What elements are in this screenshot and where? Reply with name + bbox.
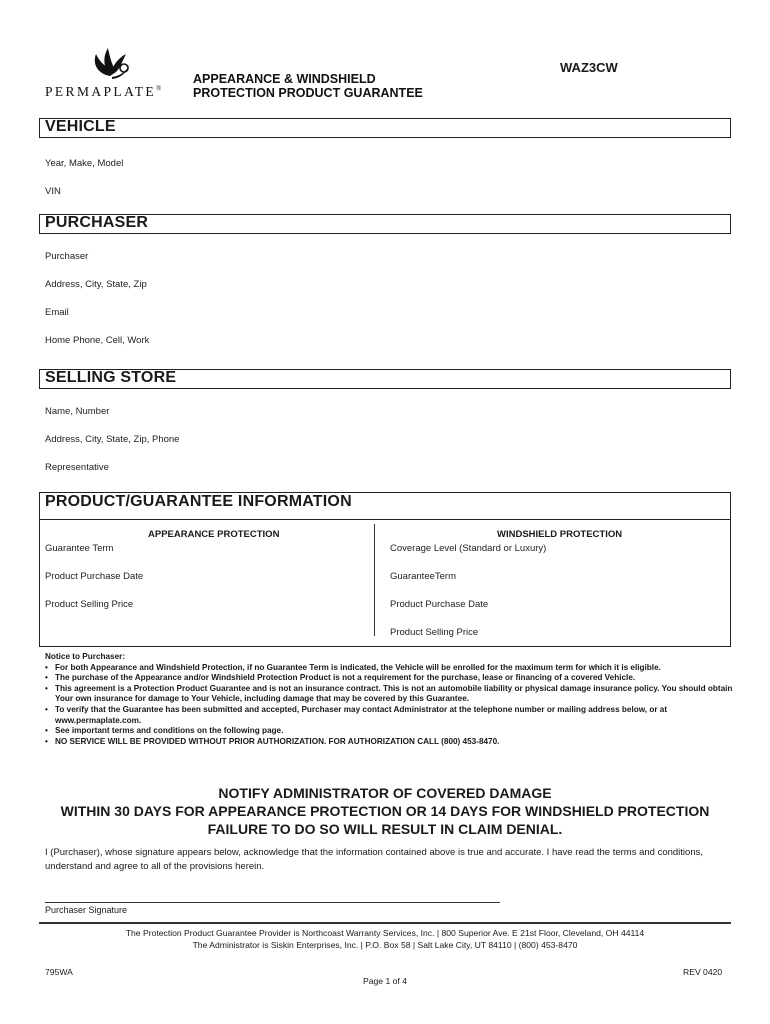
section-heading: VEHICLE [45,118,116,135]
page-number: Page 1 of 4 [363,976,407,986]
notice-item: • The purchase of the Appearance and/or Windshield Protection Product is not a requirement for the purchase, lease or financing of a covered Vehicle. [45,673,735,684]
notice-item: • See important terms and conditions on the following page. [45,726,735,737]
signature-label: Purchaser Signature [45,905,128,915]
notify-line-3: FAILURE TO DO SO WILL RESULT IN CLAIM DENIAL. [207,821,563,837]
product-info-box [39,519,731,647]
title-line-2: PROTECTION PRODUCT GUARANTEE [193,86,423,100]
title-line-1: APPEARANCE & WINDSHIELD [193,72,376,86]
notify-line-1: NOTIFY ADMINISTRATOR OF COVERED DAMAGE [218,785,552,801]
acknowledgement-text: I (Purchaser), whose signature appears below, acknowledge that the information contained above is true and accurate. I have read the terms and conditions, understand and agree to all of the provisions herein. [45,847,704,872]
footer-provider-info [0,927,770,951]
field-windshield-selling-price[interactable]: Product Selling Price [390,627,479,638]
notice-item: • This agreement is a Protection Product Guarantee and is not an insurance contract. This is not an automobile liability or physical damage insurance policy. You should obtain Your own insurance for damage to Your Vehicle, including damage that may be covered by this Guarantee. [45,684,735,705]
field-purchaser-email[interactable]: Email [45,307,69,318]
field-vin[interactable]: VIN [45,186,61,197]
section-heading: SELLING STORE [45,369,177,386]
notice-to-purchaser [45,652,735,747]
feather-swirl-icon [88,46,132,80]
section-heading: PURCHASER [45,214,149,231]
revision-code: REV 0420 [683,967,723,977]
column-divider [374,524,375,636]
form-number: 795WA [45,967,73,977]
notice-title: Notice to Purchaser: [45,652,126,661]
footer-administrator: The Administrator is Siskin Enterprises, Inc. | P.O. Box 58 | Salt Lake City, UT 84110 | (800) 453-8470 [192,940,578,950]
notice-list [45,663,735,748]
section-heading: PRODUCT/GUARANTEE INFORMATION [45,493,352,510]
section-product-guarantee [39,492,731,520]
notify-line-2: WITHIN 30 DAYS FOR APPEARANCE PROTECTION OR 14 DAYS FOR WINDSHIELD PROTECTION [60,803,710,819]
field-purchaser-phone[interactable]: Home Phone, Cell, Work [45,335,150,346]
field-purchaser-address[interactable]: Address, City, State, Zip [45,279,147,290]
field-windshield-coverage-level[interactable]: Coverage Level (Standard or Luxury) [390,543,547,554]
field-windshield-guarantee-term[interactable]: GuaranteeTerm [390,571,457,582]
notice-item: • For both Appearance and Windshield Protection, if no Guarantee Term is indicated, the Vehicle will be enrolled for the maximum term for which it is eligible. [45,663,735,674]
notice-item: • NO SERVICE WILL BE PROVIDED WITHOUT PRIOR AUTHORIZATION. FOR AUTHORIZATION CALL (800) 453-8470. [45,737,735,748]
notice-item: • To verify that the Guarantee has been submitted and accepted, Purchaser may contact Administrator at the telephone number or mailing address below, or at www.permaplate.com. [45,705,735,726]
brand-logo-text: PERMAPLATE® [45,84,162,99]
section-vehicle [39,118,731,138]
section-selling-store [39,369,731,389]
field-appearance-guarantee-term[interactable]: Guarantee Term [45,543,114,554]
signature-line[interactable] [45,902,500,903]
field-appearance-selling-price[interactable]: Product Selling Price [45,599,134,610]
field-appearance-purchase-date[interactable]: Product Purchase Date [45,571,144,582]
field-year-make-model[interactable]: Year, Make, Model [45,158,124,169]
field-store-name-number[interactable]: Name, Number [45,406,110,417]
form-code: WAZ3CW [560,60,618,75]
notify-administrator-notice [0,784,770,838]
footer-provider: The Protection Product Guarantee Provider is Northcoast Warranty Services, Inc. | 800 Superior Ave. E 21st Floor, Cleveland, OH 44114 [125,928,645,938]
field-store-address[interactable]: Address, City, State, Zip, Phone [45,434,180,445]
footer-divider [39,922,731,924]
section-purchaser [39,214,731,234]
field-purchaser-name[interactable]: Purchaser [45,251,89,262]
windshield-protection-title: WINDSHIELD PROTECTION [497,529,623,540]
appearance-protection-title: APPEARANCE PROTECTION [148,529,280,540]
field-windshield-purchase-date[interactable]: Product Purchase Date [390,599,489,610]
field-store-representative[interactable]: Representative [45,462,109,473]
document-title [193,72,423,100]
